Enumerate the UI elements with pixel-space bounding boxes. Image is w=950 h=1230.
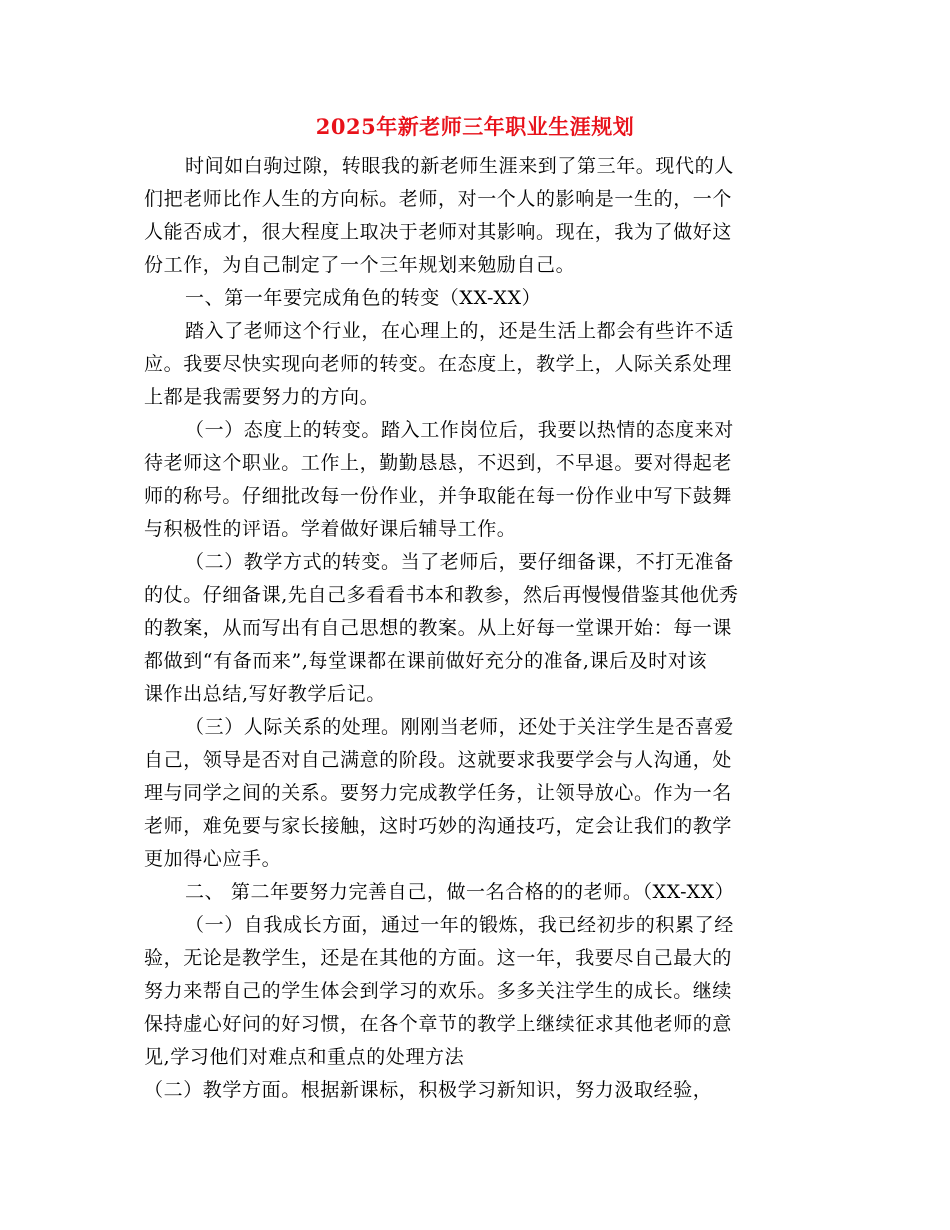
body-line: （三）人际关系的处理。刚刚当老师，还处于关注学生是否喜爱	[185, 716, 734, 738]
body-line: 努力来帮自己的学生体会到学习的欢乐。多多关注学生的成长。继续	[144, 980, 733, 1002]
body-line: 见,学习他们对难点和重点的处理方法	[144, 1046, 465, 1068]
body-line: 验，无论是教学生，还是在其他的方面。这一年，我要尽自己最大的	[144, 947, 733, 969]
body-line: 待老师这个职业。工作上，勤勤恳恳，不迟到，不早退。要对得起老	[144, 452, 733, 474]
body-line: （一）自我成长方面，通过一年的锻炼，我已经初步的积累了经	[185, 914, 734, 936]
body-line: 踏入了老师这个行业，在心理上的，还是生活上都会有些许不适	[185, 320, 734, 342]
body-line: 与积极性的评语。学着做好课后辅导工作。	[144, 518, 517, 540]
body-line: 自己，领导是否对自己满意的阶段。这就要求我要学会与人沟通，处	[144, 749, 733, 771]
body-line: 应。我要尽快实现向老师的转变。在态度上，教学上，人际关系处理	[144, 353, 733, 375]
document-title: 2025年新老师三年职业生涯规划	[315, 114, 635, 139]
body-line: 老师，难免要与家长接触，这时巧妙的沟通技巧，定会让我们的教学	[144, 815, 733, 837]
body-line: 们把老师比作人生的方向标。老师，对一个人的影响是一生的，一个	[144, 188, 733, 210]
body-line: 的仗。仔细备课,先自己多看看书本和教参，然后再慢慢借鉴其他优秀	[144, 584, 739, 606]
body-line: 时间如白驹过隙，转眼我的新老师生涯来到了第三年。现代的人	[185, 155, 734, 177]
body-line: 保持虚心好问的好习惯，在各个章节的教学上继续征求其他老师的意	[144, 1013, 733, 1035]
body-line: （一）态度上的转变。踏入工作岗位后，我要以热情的态度来对	[185, 419, 734, 441]
body-line: 人能否成才，很大程度上取决于老师对其影响。现在，我为了做好这	[144, 221, 733, 243]
body-line: 师的称号。仔细批改每一份作业，并争取能在每一份作业中写下鼓舞	[144, 485, 733, 507]
body-line: （二）教学方面。根据新课标，积极学习新知识，努力汲取经验，	[144, 1079, 713, 1101]
body-line: 更加得心应手。	[144, 848, 282, 870]
body-line: 份工作，为自己制定了一个三年规划来勉励自己。	[144, 254, 576, 276]
body-line: 课作出总结,写好教学后记。	[144, 683, 386, 705]
body-line: 的教案，从而写出有自己思想的教案。从上好每一堂课开始：每一课	[144, 617, 733, 639]
body-line: 理与同学之间的关系。要努力完成教学任务，让领导放心。作为一名	[144, 782, 733, 804]
section-heading: 一、第一年要完成角色的转变（XX-XX）	[185, 287, 542, 309]
body-line: （二）教学方式的转变。当了老师后，要仔细备课，不打无准备	[185, 551, 734, 573]
body-line: 都做到“有备而来”,每堂课都在课前做好充分的准备,课后及时对该	[144, 650, 708, 672]
body-line: 上都是我需要努力的方向。	[144, 386, 380, 408]
section-heading: 二、 第二年要努力完善自己，做一名合格的的老师。（XX-XX）	[185, 881, 735, 903]
